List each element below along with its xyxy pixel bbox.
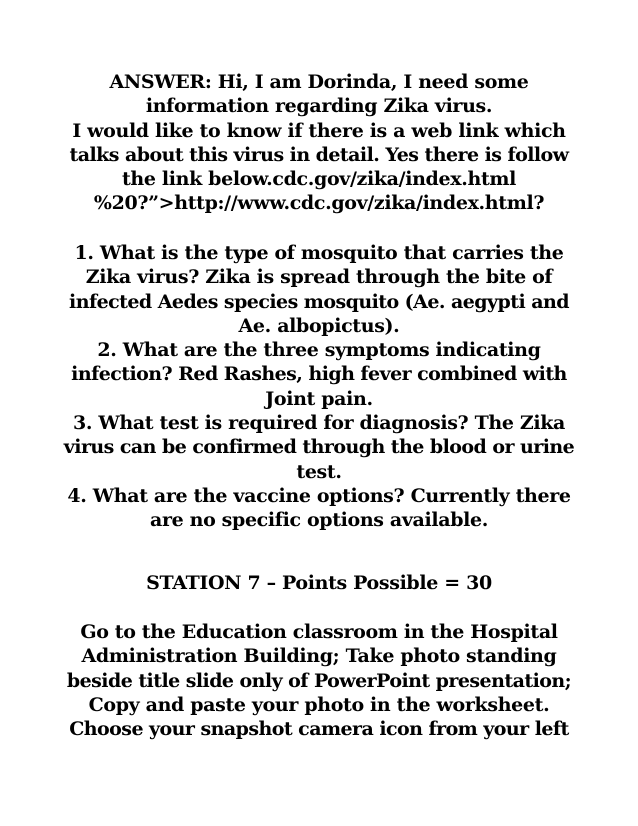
question-line: Ae. albopictus). <box>238 314 400 337</box>
question-line: 4. What are the vaccine options? Currently there <box>67 484 571 507</box>
instructions-paragraph <box>40 620 598 741</box>
answer-paragraph <box>40 70 598 216</box>
question-line: Zika virus? Zika is spread through the bite of <box>85 266 553 289</box>
question-line: 1. What is the type of mosquito that carries the <box>74 242 564 264</box>
answer-line: ANSWER: Hi, I am Dorinda, I need some <box>109 71 529 93</box>
question-line: 3. What test is required for diagnosis? The Zika <box>72 412 566 435</box>
question-line: Joint pain. <box>265 387 373 410</box>
question-line: infected Aedes species mosquito (Ae. aegypti and <box>69 290 569 313</box>
station-title: STATION 7 – Points Possible = 30 <box>146 572 492 594</box>
station-heading <box>40 571 598 595</box>
instruction-line: Go to the Education classroom in the Hospital <box>80 621 558 643</box>
question-line: test. <box>296 460 342 483</box>
answer-line: information regarding Zika virus. <box>145 95 493 118</box>
answer-line: I would like to know if there is a web link which <box>72 119 566 142</box>
instruction-line: beside title slide only of PowerPoint presentation; <box>66 669 572 692</box>
instruction-line: Administration Building; Take photo standing <box>81 645 557 668</box>
question-line: are no specific options available. <box>149 509 489 532</box>
question-line: virus can be confirmed through the blood or urine <box>63 436 575 459</box>
question-line: infection? Red Rashes, high fever combined with <box>71 363 567 386</box>
instruction-line: Choose your snapshot camera icon from your left <box>69 718 569 741</box>
answer-line: %20?”>http://www.cdc.gov/zika/index.html? <box>93 192 545 215</box>
answer-line: talks about this virus in detail. Yes there is follow <box>69 143 569 166</box>
instruction-line: Copy and paste your photo in the worksheet. <box>88 693 550 716</box>
question-line: 2. What are the three symptoms indicating <box>97 339 541 362</box>
answer-line: the link below.cdc.gov/zika/index.html <box>121 168 516 191</box>
questions-list <box>40 241 598 533</box>
